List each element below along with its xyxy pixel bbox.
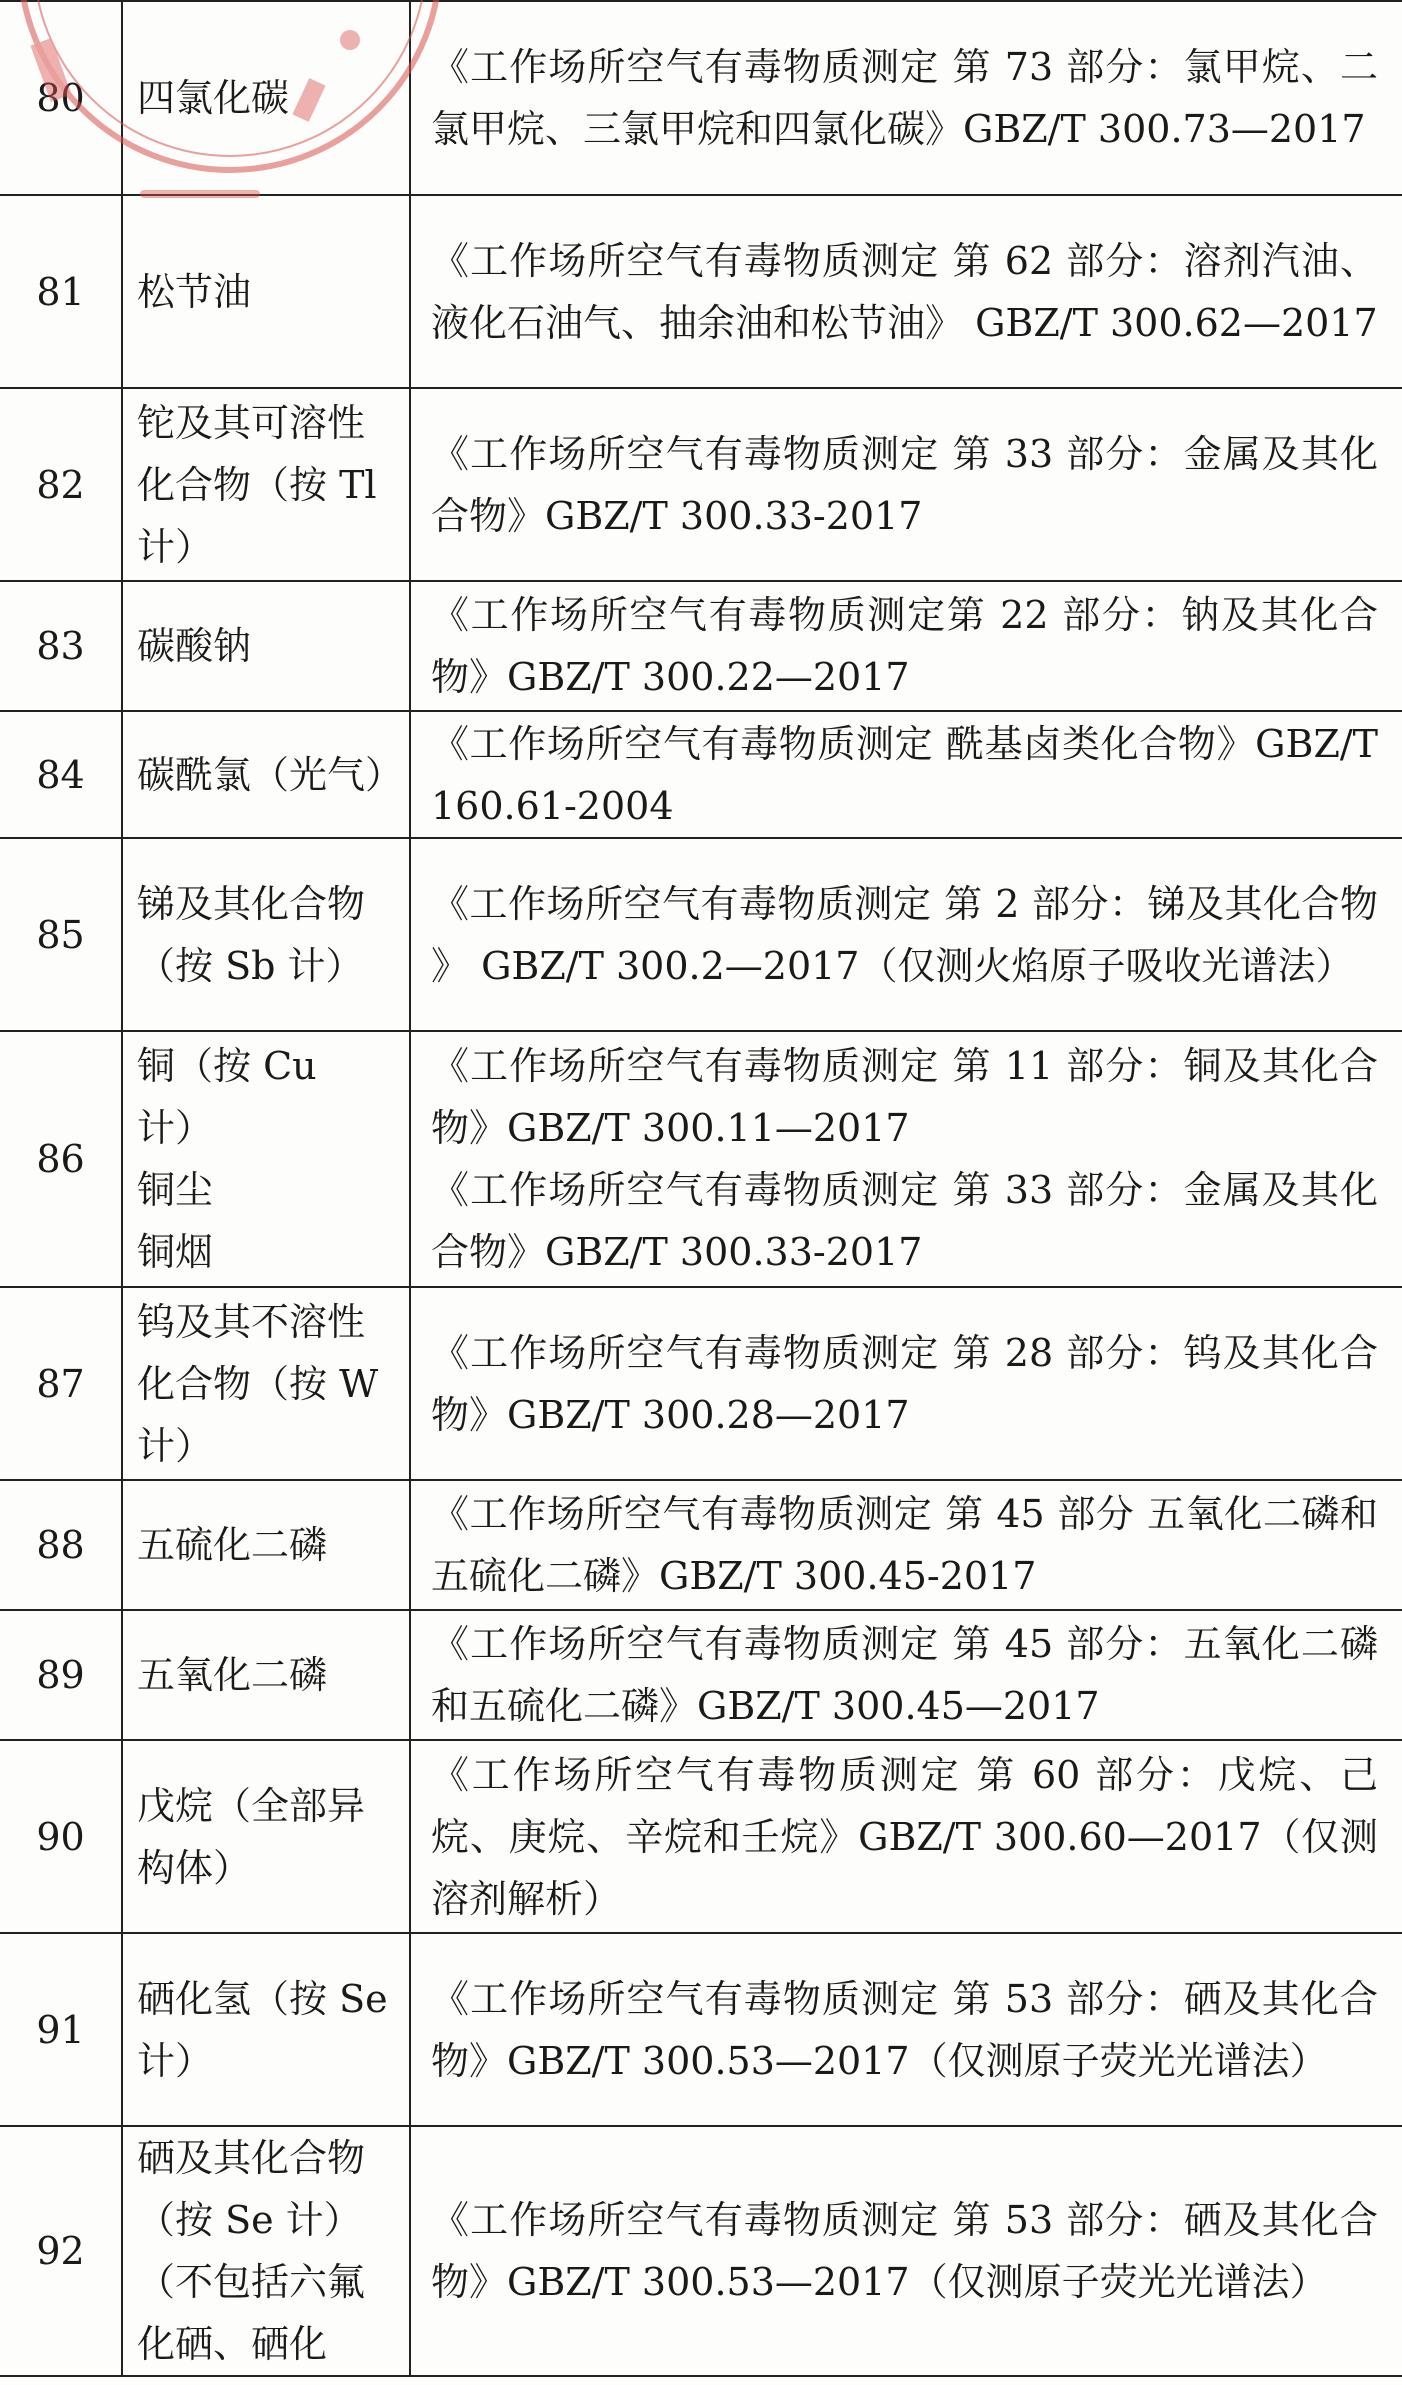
test-method xyxy=(410,711,1402,838)
test-method xyxy=(410,1610,1402,1740)
table-row xyxy=(0,1740,1402,1933)
table-row xyxy=(0,388,1402,581)
method-text: 《工作场所空气有毒物质测定 第 28 部分：钨及其化合物》GBZ/T 300.28—2017 xyxy=(431,1330,1378,1437)
test-method xyxy=(410,1,1402,195)
table-row xyxy=(0,711,1402,838)
test-method xyxy=(410,195,1402,388)
substance-name: 铜（按 Cu 计） 铜尘 铜烟 xyxy=(122,1031,410,1287)
table-row xyxy=(0,581,1402,711)
row-number: 90 xyxy=(0,1740,122,1933)
test-method xyxy=(410,1031,1402,1287)
row-number: 92 xyxy=(0,2126,122,2376)
row-number: 84 xyxy=(0,711,122,838)
test-method xyxy=(410,581,1402,711)
test-method xyxy=(410,1480,1402,1610)
method-text: 《工作场所空气有毒物质测定 第 53 部分：硒及其化合物》GBZ/T 300.53—2017（仅测原子荧光光谱法） xyxy=(431,2198,1378,2304)
row-number: 91 xyxy=(0,1933,122,2126)
test-method xyxy=(410,388,1402,581)
test-method xyxy=(410,1287,1402,1480)
method-text: 《工作场所空气有毒物质测定 第 33 部分：金属及其化合物》GBZ/T 300.33-2017 xyxy=(431,1168,1378,1274)
method-text: 《工作场所空气有毒物质测定 第 45 部分：五氧化二磷和五硫化二磷》GBZ/T 300.45—2017 xyxy=(431,1622,1378,1728)
substance-name: 碳酸钠 xyxy=(122,581,410,711)
row-number: 89 xyxy=(0,1610,122,1740)
method-text: 《工作场所空气有毒物质测定 第 11 部分：铜及其化合物》GBZ/T 300.11—2017 xyxy=(431,1044,1378,1150)
substance-name: 五硫化二磷 xyxy=(122,1480,410,1610)
substance-name: 五氧化二磷 xyxy=(122,1610,410,1740)
substance-name: 碳酰氯（光气） xyxy=(122,711,410,838)
substance-name: 钨及其不溶性化合物（按 W 计） xyxy=(122,1287,410,1480)
table-row xyxy=(0,1933,1402,2126)
row-number: 81 xyxy=(0,195,122,388)
substance-name: 硒化氢（按 Se 计） xyxy=(122,1933,410,2126)
row-number: 87 xyxy=(0,1287,122,1480)
table-row xyxy=(0,1480,1402,1610)
method-text: 《工作场所空气有毒物质测定第 22 部分：钠及其化合物》GBZ/T 300.22—2017 xyxy=(431,593,1378,699)
method-text: 《工作场所空气有毒物质测定 第 62 部分：溶剂汽油、液化石油气、抽余油和松节油》 GBZ/T 300.62—2017 xyxy=(431,238,1378,345)
substance-name: 铊及其可溶性化合物（按 Tl 计） xyxy=(122,388,410,581)
test-method xyxy=(410,1740,1402,1933)
substance-name: 四氯化碳 xyxy=(122,1,410,195)
test-method xyxy=(410,1933,1402,2126)
table-row xyxy=(0,1,1402,195)
table-row xyxy=(0,1610,1402,1740)
table-row xyxy=(0,1287,1402,1480)
substance-name: 戊烷（全部异构体） xyxy=(122,1740,410,1933)
row-number: 86 xyxy=(0,1031,122,1287)
row-number: 83 xyxy=(0,581,122,711)
row-number: 80 xyxy=(0,1,122,195)
table-row xyxy=(0,2126,1402,2376)
test-method xyxy=(410,838,1402,1031)
method-text: 《工作场所空气有毒物质测定 第 73 部分：氯甲烷、二氯甲烷、三氯甲烷和四氯化碳》GBZ/T 300.73—2017 xyxy=(431,45,1378,151)
table-row xyxy=(0,1031,1402,1287)
method-text: 《工作场所空气有毒物质测定 第 53 部分：硒及其化合物》GBZ/T 300.53—2017（仅测原子荧光光谱法） xyxy=(431,1976,1378,2083)
method-text: 《工作场所空气有毒物质测定 第 60 部分：戊烷、己烷、庚烷、辛烷和壬烷》GBZ/T 300.60—2017（仅测溶剂解析） xyxy=(431,1752,1378,1921)
method-text: 《工作场所空气有毒物质测定 第 45 部分 五氧化二磷和五硫化二磷》GBZ/T 300.45-2017 xyxy=(431,1492,1378,1598)
table-row xyxy=(0,838,1402,1031)
method-text: 《工作场所空气有毒物质测定 酰基卤类化合物》GBZ/T 160.61-2004 xyxy=(431,721,1378,828)
substance-name: 松节油 xyxy=(122,195,410,388)
row-number: 88 xyxy=(0,1480,122,1610)
table-row xyxy=(0,195,1402,388)
method-text: 《工作场所空气有毒物质测定 第 33 部分：金属及其化合物》GBZ/T 300.33-2017 xyxy=(431,431,1378,538)
substance-name: 锑及其化合物（按 Sb 计） xyxy=(122,838,410,1031)
row-number: 85 xyxy=(0,838,122,1031)
method-text: 《工作场所空气有毒物质测定 第 2 部分：锑及其化合物 》 GBZ/T 300.2—2017（仅测火焰原子吸收光谱法） xyxy=(431,881,1378,988)
substance-name: 硒及其化合物（按 Se 计）（不包括六氟化硒、硒化 xyxy=(122,2126,410,2376)
test-method xyxy=(410,2126,1402,2376)
row-number: 82 xyxy=(0,388,122,581)
